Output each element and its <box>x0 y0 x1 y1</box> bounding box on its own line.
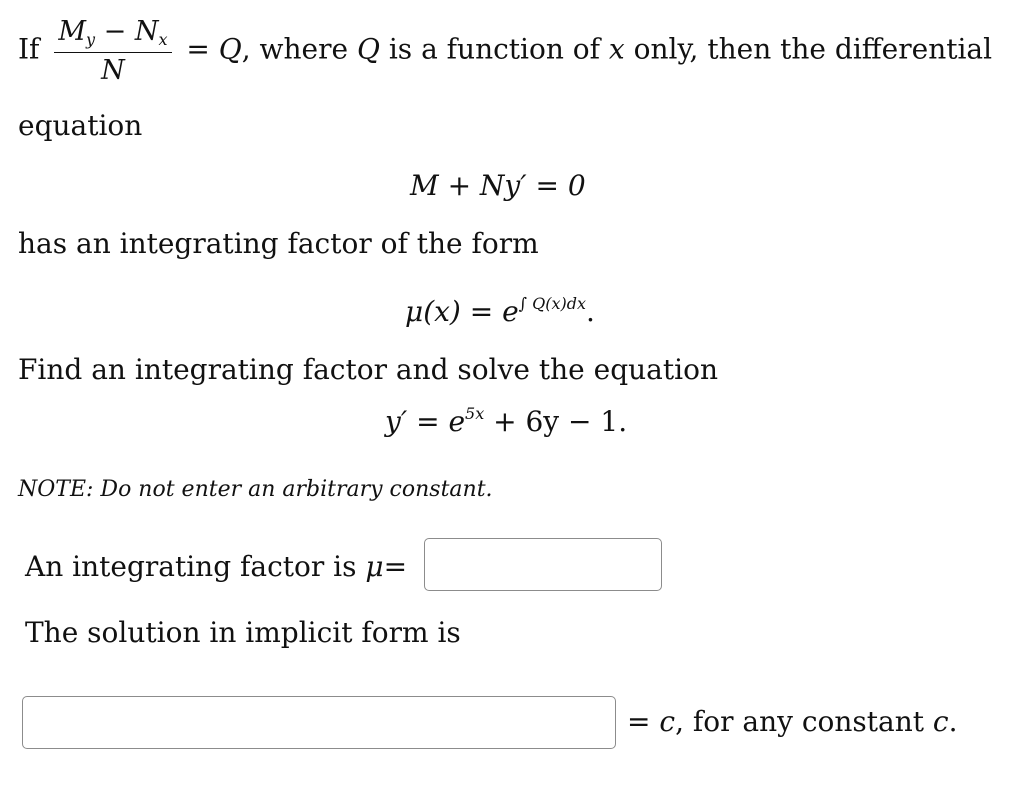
mu-formula <box>405 296 595 326</box>
mu-formula-exponent: ∫ Q(x)dx <box>518 294 586 313</box>
intro-is-function: is a function of <box>379 32 609 66</box>
numerator-y-sub: y <box>86 30 96 49</box>
numerator-M: M <box>58 16 86 47</box>
intro-Q2: Q <box>356 32 380 66</box>
intro-line <box>18 18 992 84</box>
note-text: NOTE: Do not enter an arbitrary constant. <box>18 477 493 502</box>
mu-formula-period: . <box>585 295 595 328</box>
factor-label-equals: = <box>383 550 408 583</box>
given-rhs: + 6y − 1. <box>484 405 628 438</box>
find-text: Find an integrating factor and solve the equation <box>18 353 718 386</box>
has-factor-text: has an integrating factor of the form <box>18 227 539 260</box>
fraction-numerator <box>54 18 171 53</box>
factor-label-mu: μ <box>365 550 384 583</box>
numerator-minus: − <box>95 16 135 47</box>
condition-fraction <box>54 18 171 84</box>
equation-word: equation <box>18 109 143 142</box>
fraction-denominator: N <box>101 55 125 86</box>
given-exponent: 5x <box>465 404 485 423</box>
solution-label: The solution in implicit form is <box>25 616 461 649</box>
implicit-solution-input[interactable] <box>22 696 616 749</box>
intro-equals: = <box>186 32 219 66</box>
intro-where: , where <box>241 32 357 66</box>
mu-formula-lhs: μ(x) = e <box>405 295 519 328</box>
intro-only: only, then the differential <box>624 32 993 66</box>
suffix-period: . <box>948 705 958 738</box>
intro-Q: Q <box>218 32 242 66</box>
integrating-factor-input[interactable] <box>424 538 662 591</box>
given-lhs: y′ = e <box>385 405 466 438</box>
factor-label <box>25 550 408 583</box>
solution-suffix <box>627 705 958 738</box>
intro-x: x <box>608 32 625 66</box>
numerator-N: N <box>134 16 159 47</box>
suffix-c: c <box>659 705 676 738</box>
suffix-c2: c <box>932 705 949 738</box>
factor-label-text: An integrating factor is <box>25 550 366 583</box>
suffix-equals: = <box>627 705 660 738</box>
suffix-text: , for any constant <box>675 705 933 738</box>
intro-if: If <box>18 32 40 66</box>
numerator-x-sub: x <box>158 30 168 49</box>
differential-equation: M + Ny′ = 0 <box>410 169 586 202</box>
given-equation <box>385 406 627 436</box>
